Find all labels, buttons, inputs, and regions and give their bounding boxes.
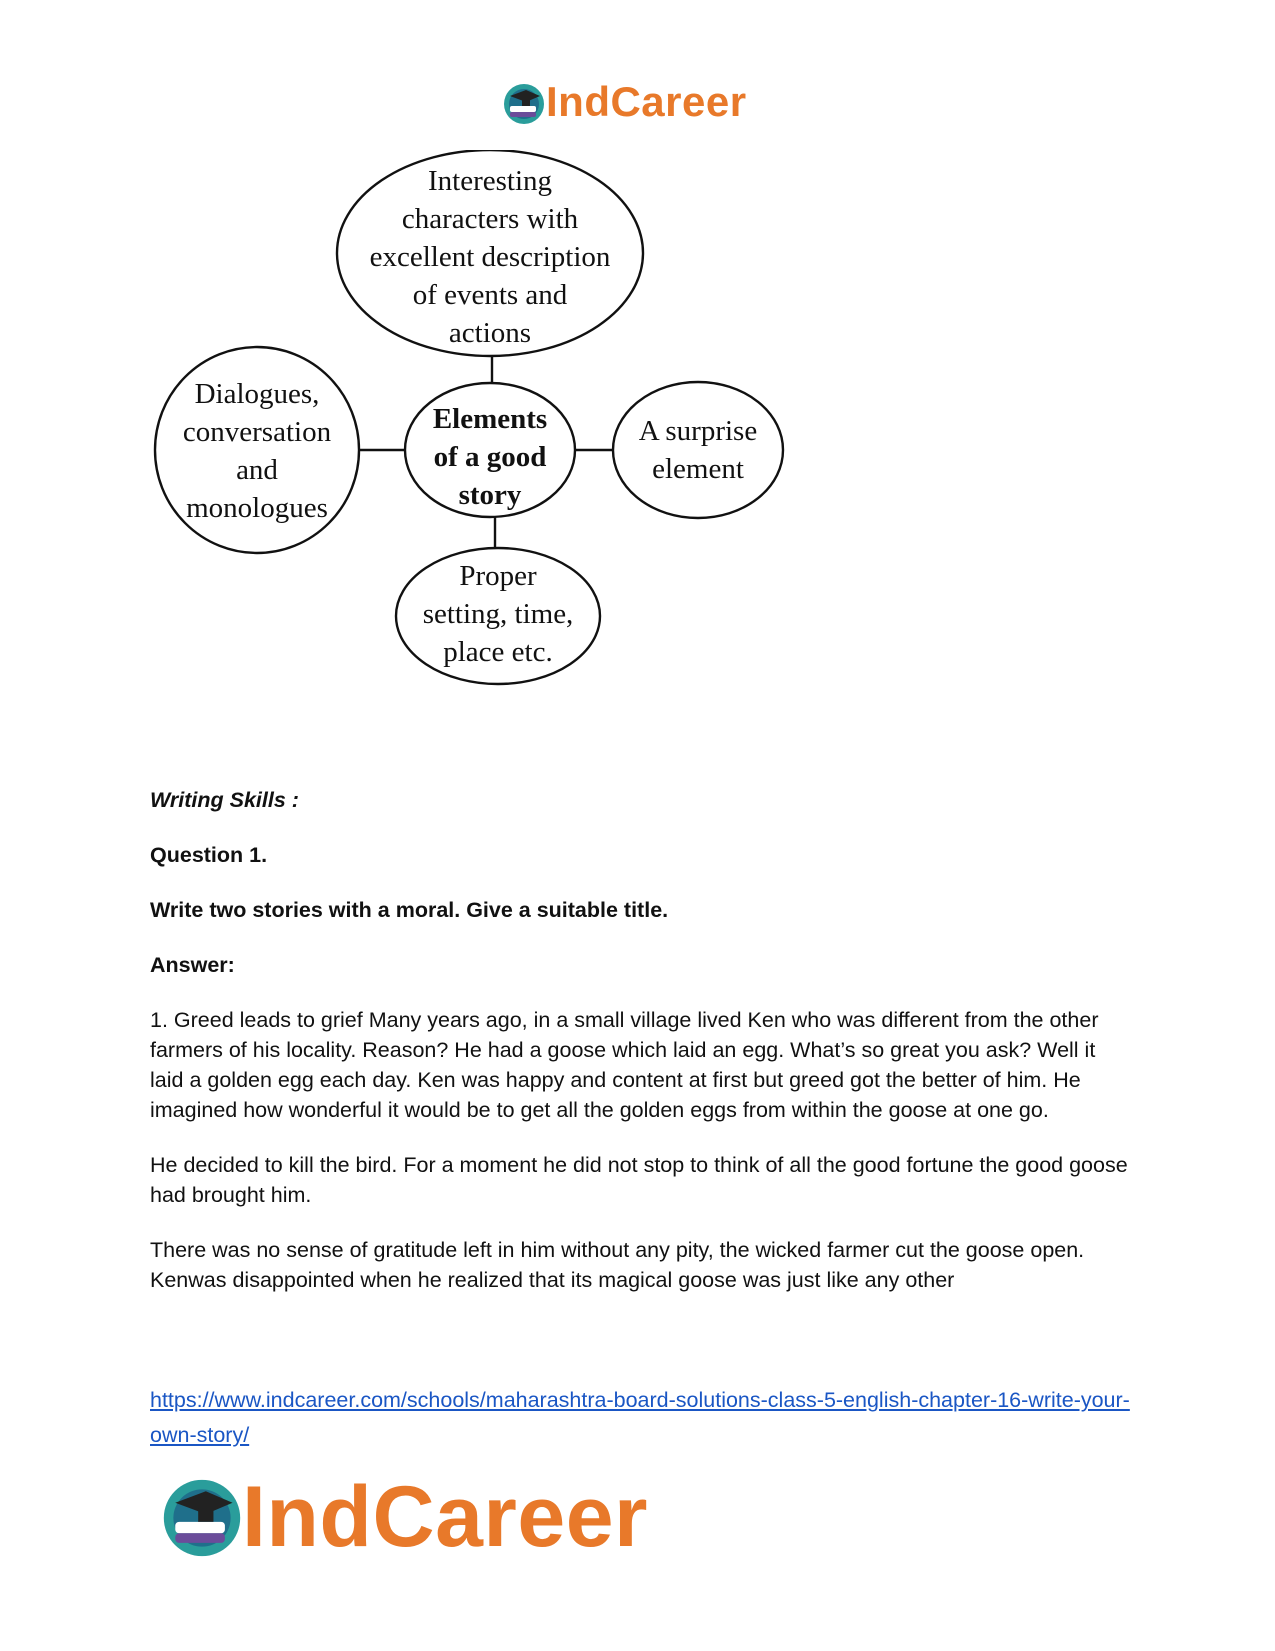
node-top-line: excellent description bbox=[369, 241, 611, 273]
node-top-line: of events and bbox=[412, 279, 568, 311]
node-bottom-line: Proper bbox=[459, 560, 537, 592]
answer-paragraph: He decided to kill the bird. For a moment he did not stop to think of all the good fortune the good goose had brought him. bbox=[150, 1153, 1128, 1207]
question-text: Write two stories with a moral. Give a suitable title. bbox=[150, 898, 669, 922]
node-top-line: Interesting bbox=[427, 165, 553, 197]
story-elements-diagram bbox=[150, 150, 850, 730]
footer-logo-text: IndCareer bbox=[242, 1469, 648, 1565]
node-top-line: characters with bbox=[401, 203, 579, 235]
node-left-line: Dialogues, bbox=[194, 378, 320, 410]
node-bottom-line: place etc. bbox=[443, 636, 553, 668]
graduation-cap-book-icon bbox=[502, 82, 546, 126]
node-center-line: story bbox=[458, 479, 522, 511]
node-center-line: of a good bbox=[433, 441, 547, 473]
node-right-line: A surprise bbox=[638, 415, 758, 447]
diagram-svg bbox=[150, 150, 850, 730]
node-left-line: monologues bbox=[186, 492, 328, 524]
source-link[interactable]: https://www.indcareer.com/schools/maharashtra-board-solutions-class-5-english-chapter-16-write-your-own-story/ bbox=[150, 1388, 1130, 1447]
footer-logo bbox=[160, 1468, 720, 1568]
question-label: Question 1. bbox=[150, 843, 268, 867]
article-content bbox=[150, 785, 1130, 1320]
graduation-cap-book-icon bbox=[160, 1476, 244, 1560]
node-left-line: and bbox=[236, 454, 278, 486]
header-logo-text: IndCareer bbox=[546, 78, 747, 125]
node-center-line: Elements bbox=[432, 403, 548, 435]
node-top-line: actions bbox=[448, 317, 532, 349]
answer-label: Answer: bbox=[150, 953, 235, 977]
node-bottom-line: setting, time, bbox=[422, 598, 574, 630]
answer-paragraph: 1. Greed leads to grief Many years ago, in a small village lived Ken who was different from the other farmers of his locality. Reason? He had a goose which laid an egg. What’s so great you ask? Well it laid a golden egg each day. Ken was happy and content at first but greed got the better of him. He imagined how wonderful it would be to get all the golden eggs from within the goose at one go. bbox=[150, 1008, 1099, 1122]
node-right-ellipse bbox=[613, 382, 783, 518]
section-title: Writing Skills : bbox=[150, 788, 299, 812]
answer-paragraph: There was no sense of gratitude left in him without any pity, the wicked farmer cut the goose open. Kenwas disappointed when he realized that its magical goose was just like any other bbox=[150, 1238, 1085, 1292]
header-logo bbox=[502, 78, 782, 130]
node-left-line: conversation bbox=[182, 416, 332, 448]
node-right-line: element bbox=[652, 453, 744, 485]
